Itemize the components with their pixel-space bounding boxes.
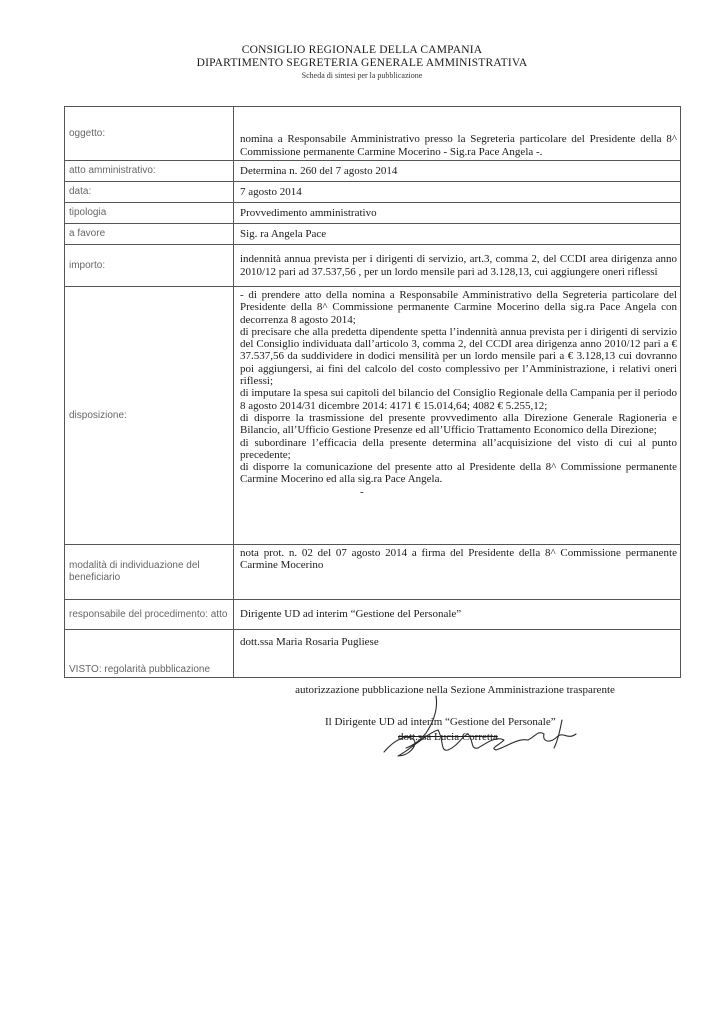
summary-table — [64, 106, 681, 678]
label-visto: VISTO: regolarità pubblicazione — [65, 630, 234, 678]
handwritten-signature — [378, 690, 588, 770]
disposizione-paragraph: di precisare che alla predetta dipendente spetta l’indennità annua prevista per i dirigenti di servizio del Consiglio individuata dall’articolo 3, comma 2, del CCDI area dirigenza anno 2010/12 pari a € 37.537,56 da suddividere in dodici mensilità per un lordo mensile pari a € 3.128,13 cui dovranno poi aggiungersi, ai fini del calcolo del costo complessivo per l’Amministrazione, i relativi oneri riflessi; — [240, 325, 677, 388]
row-atto — [65, 161, 681, 182]
row-oggetto — [65, 107, 681, 161]
label-favore: a favore — [65, 224, 234, 245]
disposizione-paragraph: di imputare la spesa sui capitoli del bilancio del Consiglio Regionale della Campania per il periodo 8 agosto 2014/31 dicembre 2014: 4171 € 15.014,64; 4082 € 5.255,12; — [240, 387, 677, 412]
disposizione-paragraph: - di prendere atto della nomina a Responsabile Amministrativo della Segreteria particolare del Presidente della 8^ Commissione permanente Carmine Mocerino della sig.ra Pace Angela con decorrenza 8 agosto 2014; — [240, 289, 677, 326]
row-importo — [65, 245, 681, 287]
row-data — [65, 182, 681, 203]
label-modalita: modalità di individuazione del beneficiario — [65, 545, 234, 600]
row-visto — [65, 630, 681, 678]
value-disposizione — [234, 287, 681, 545]
document-subtitle: Scheda di sintesi per la pubblicazione — [301, 71, 423, 80]
document-header — [0, 44, 724, 81]
value-importo: indennità annua prevista per i dirigenti di servizio, art.3, comma 2, del CCDI area dirigenza anno 2010/12 pari ad 37.537,56 , per un lordo mensile pari ad 3.128,13, cui aggiungere oneri riflessi — [234, 245, 681, 287]
department-name: DIPARTIMENTO SEGRETERIA GENERALE AMMINISTRATIVA — [196, 57, 528, 69]
value-favore: Sig. ra Angela Pace — [234, 224, 681, 245]
value-responsabile: Dirigente UD ad interim “Gestione del Personale” — [234, 600, 681, 630]
row-tipologia — [65, 203, 681, 224]
signatory-title: Il Dirigente UD ad interim “Gestione del Personale” — [325, 716, 556, 728]
label-importo: importo: — [65, 245, 234, 287]
label-disposizione: disposizione: — [65, 287, 234, 545]
authorization-text: autorizzazione pubblicazione nella Sezione Amministrazione trasparente — [295, 684, 615, 696]
label-atto: atto amministrativo: — [65, 161, 234, 182]
value-atto: Determina n. 260 del 7 agosto 2014 — [234, 161, 681, 182]
value-tipologia: Provvedimento amministrativo — [234, 203, 681, 224]
label-data: data: — [65, 182, 234, 203]
disposizione-paragraph: di disporre la comunicazione del presente atto al Presidente della 8^ Commissione permanente Carmine Mocerino ed alla sig.ra Pace Angela. — [240, 461, 677, 486]
row-favore — [65, 224, 681, 245]
label-tipologia: tipologia — [65, 203, 234, 224]
disposizione-paragraph: di subordinare l’efficacia della presente determina all’acquisizione del visto di cui al punto precedente; — [240, 436, 677, 461]
value-data: 7 agosto 2014 — [234, 182, 681, 203]
disposizione-paragraph: di disporre la trasmissione del presente provvedimento alla Direzione Generale Ragioneria e Bilancio, all’Ufficio Gestione Presenze ed all’Ufficio Trattamento Economico della Direzione; — [240, 411, 677, 437]
value-oggetto: nomina a Responsabile Amministrativo presso la Segreteria particolare del Presidente della 8^ Commissione permanente Carmine Mocerino - Sig.ra Pace Angela -. — [234, 107, 681, 161]
signatory-name: dott.ssa Lucia Corretta — [398, 731, 498, 743]
value-visto: dott.ssa Maria Rosaria Pugliese — [234, 630, 681, 678]
label-oggetto: oggetto: — [65, 107, 234, 161]
label-responsabile: responsabile del procedimento: atto — [65, 600, 234, 630]
institution-name: CONSIGLIO REGIONALE DELLA CAMPANIA — [241, 44, 483, 56]
value-modalita: nota prot. n. 02 del 07 agosto 2014 a firma del Presidente della 8^ Commissione permanente Carmine Mocerino — [234, 545, 681, 600]
disposizione-trailing-mark: - — [360, 485, 364, 498]
row-modalita — [65, 545, 681, 600]
row-disposizione — [65, 287, 681, 545]
row-responsabile — [65, 600, 681, 630]
